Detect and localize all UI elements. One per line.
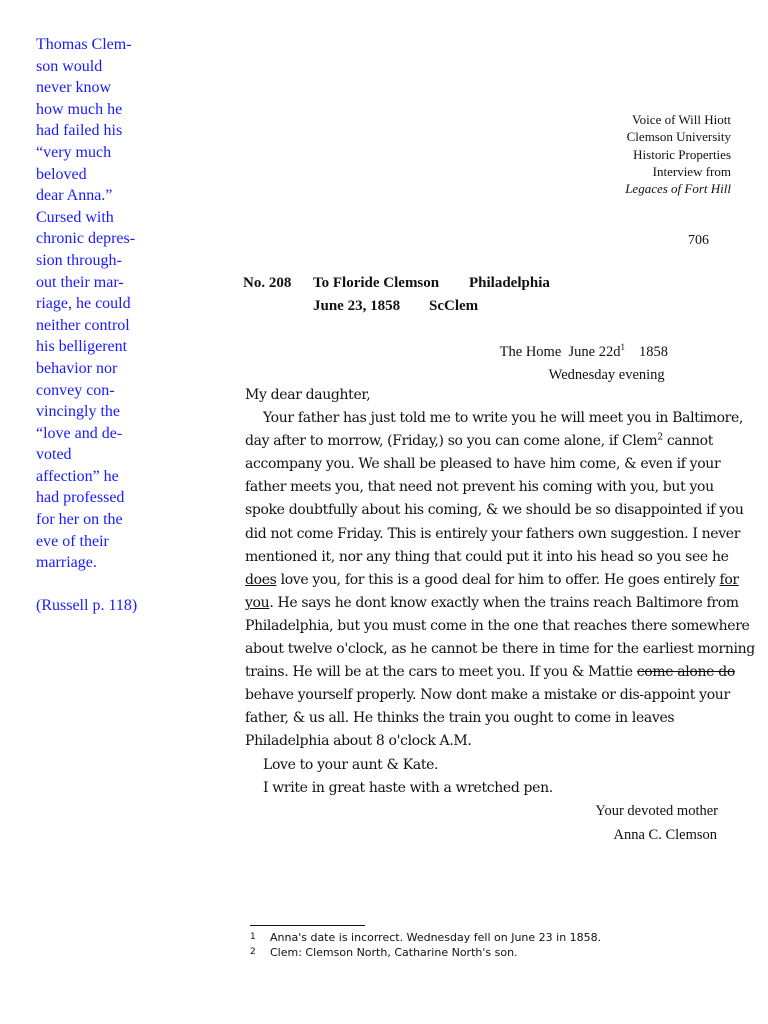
sidebar-line: behavior nor [36, 359, 118, 377]
sidebar-line: for her on the [36, 511, 123, 529]
body-line: spoke doubtfully about his coming, & we should be so disappointed if you [245, 502, 744, 519]
sidebar-line: vincingly the [36, 403, 120, 421]
sidebar-line: eve of their [36, 532, 109, 550]
salutation: My dear daughter, [245, 387, 371, 403]
body-text: love you, for this is a good deal for him to offer. He goes entirely [276, 571, 720, 588]
letter-recipient: To Floride Clemson [313, 275, 440, 291]
header-line: Clemson University [626, 129, 731, 145]
sidebar-line: sion through- [36, 251, 122, 269]
footnote [250, 945, 601, 960]
sidebar-line: “love and de- [36, 424, 123, 442]
letter-dateline [500, 341, 668, 387]
letter-number: No. 208 [243, 275, 292, 291]
header-line: Interview from [652, 163, 731, 179]
sidebar-line: affection” he [36, 467, 119, 485]
footnote-text: Anna's date is incorrect. Wednesday fell on June 23 in 1858. [270, 931, 602, 944]
footnote-number: 2 [250, 947, 256, 957]
body-line: accompany you. We shall be pleased to have him come, & even if your [245, 456, 721, 473]
body-line [245, 430, 725, 453]
footnote-text: Clem: Clemson North, Catharine North's son. [270, 946, 518, 959]
dateline-weekday: Wednesday evening [548, 367, 665, 383]
letter-heading [243, 272, 550, 318]
body-line: Your father has just told me to write you he will meet you in Baltimore, [263, 410, 744, 427]
body-line: father, & us all. He thinks the train you ought to come in leaves [245, 710, 675, 727]
footnote-ref: 1 [620, 342, 625, 353]
body-line [245, 661, 735, 684]
footnote-ref: 2 [657, 432, 663, 443]
dateline-place: The Home [499, 344, 562, 360]
sidebar-line: marriage. [36, 554, 97, 572]
footnotes [250, 930, 601, 960]
letter-date: June 23, 1858 [313, 298, 401, 314]
body-line: did not come Friday. This is entirely your fathers own suggestion. I never [245, 525, 741, 542]
body-line: mentioned it, nor any thing that could put it into his head so you see he [245, 548, 729, 565]
sidebar-line: chronic depres- [36, 230, 136, 248]
dateline-date: June 22d [568, 344, 621, 360]
body-text: cannot [662, 433, 714, 450]
sidebar-line: had failed his [36, 122, 123, 140]
sidebar-line: beloved [36, 165, 87, 183]
underlined-text: does [245, 571, 277, 588]
underlined-text: for [719, 571, 739, 588]
body-text: trains. He will be at the cars to meet you. If you & Mattie [245, 664, 637, 681]
body-line: about twelve o'clock, as he cannot be there in time for the earliest morning [245, 641, 755, 658]
body-line: I write in great haste with a wretched pen. [263, 779, 553, 796]
footnote [250, 930, 601, 945]
signature: Anna C. Clemson [613, 827, 717, 843]
body-text: . He says he dont know exactly when the trains reach Baltimore from [269, 594, 739, 611]
page-number: 706 [688, 233, 709, 248]
struck-text: come alone do [636, 664, 735, 681]
letter-place: Philadelphia [469, 275, 550, 291]
body-text: day after to morrow, (Friday,) so you can come alone, if Clem [245, 433, 658, 450]
letter-code: ScClem [429, 298, 479, 314]
source-header [531, 111, 731, 197]
body-line: Love to your aunt & Kate. [263, 756, 439, 773]
sidebar-line: Cursed with [36, 208, 114, 226]
body-line: father meets you, that need not prevent his coming with you, but you [245, 479, 714, 496]
header-line: Historic Properties [633, 146, 731, 162]
sidebar-line: his belligerent [36, 338, 128, 356]
sidebar-line: son would [36, 57, 103, 75]
body-line: Philadelphia, but you must come in the one that reaches there somewhere [245, 617, 750, 634]
sidebar-line: convey con- [36, 381, 115, 399]
closing-line: Your devoted mother [595, 803, 718, 819]
sidebar-line: riage, he could [36, 295, 131, 313]
underlined-text: you [245, 594, 270, 611]
body-line: Philadelphia about 8 o'clock A.M. [245, 733, 472, 750]
body-line: behave yourself properly. Now dont make a mistake or dis-appoint your [245, 687, 730, 704]
header-book-title: Legaces of Fort Hill [625, 181, 731, 197]
sidebar-line: how much he [36, 100, 123, 118]
sidebar-line: Thomas Clem- [36, 36, 132, 53]
sidebar-line: dear Anna.” [36, 187, 113, 205]
sidebar-line: voted [36, 446, 72, 464]
sidebar-line: had professed [36, 489, 125, 507]
footnote-divider [250, 925, 365, 926]
sidebar-line: neither control [36, 316, 130, 334]
body-line [245, 569, 739, 592]
sidebar-citation: (Russell p. 118) [36, 596, 138, 614]
dateline-year: 1858 [639, 344, 668, 360]
sidebar-line: never know [36, 79, 112, 97]
sidebar-line: out their mar- [36, 273, 124, 291]
sidebar-line: “very much [36, 143, 112, 161]
body-line [245, 592, 739, 615]
footnote-number: 1 [250, 932, 256, 942]
header-line: Voice of Will Hiott [631, 112, 731, 127]
sidebar-commentary [36, 34, 156, 616]
letter-body [245, 384, 755, 800]
letter-closing [595, 799, 718, 847]
